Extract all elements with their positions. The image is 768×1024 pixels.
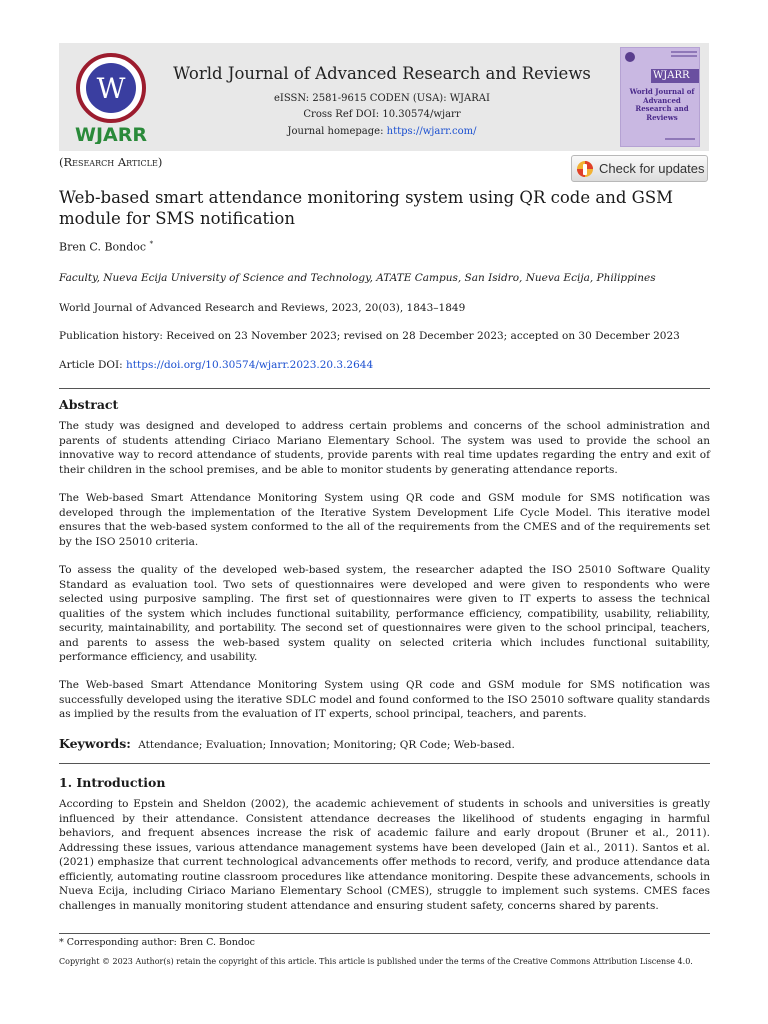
check-updates-icon	[576, 160, 594, 178]
author-affiliation: Faculty, Nueva Ecija University of Science and Technology, ATATE Campus, San Isidro, Nueva Ecija, Philippines	[59, 272, 656, 284]
cover-abbreviation: WJARR	[653, 70, 690, 81]
cover-bottom-line	[665, 138, 695, 140]
cover-top-lines	[671, 51, 697, 61]
keywords-label: Keywords:	[59, 736, 131, 751]
copyright-notice: Copyright © 2023 Author(s) retain the copyright of this article. This article is published under the terms of the Creative Commons Attribution Liscense 4.0.	[59, 957, 693, 966]
check-updates-label: Check for updates	[599, 161, 705, 176]
abstract-paragraph: The study was designed and developed to address certain problems and concerns of the school administration and parents of students attending Ciriaco Mariano Elementary School. The system was used to provide the school an innovative way to record attendance of students, provide parents with real time updates regarding the entry and exit of their children in the school premises, and be able to monitor students by generating attendance reports.	[59, 420, 710, 476]
abstract-paragraph: To assess the quality of the developed web-based system, the researcher adapted the ISO 25010 Software Quality Standard as evaluation tool. Two sets of questionnaires were developed and were given to respondents who were selected using purposive sampling. The first set of questionnaires were given to IT experts to assess the technical qualities of the system which includes functional suitability, performance efficiency, compatibility, usability, reliability, security, maintainability, and portability. The second set of questionnaires were given to the school principal, teachers, and parents to assess the web-based system quality on selected criteria which includes functional suitability, performance efficiency, and usability.	[59, 564, 710, 663]
journal-name: World Journal of Advanced Research and Reviews	[173, 64, 591, 83]
journal-homepage	[160, 126, 604, 137]
article-type: (Research Article)	[59, 155, 163, 169]
abstract-paragraph: The Web-based Smart Attendance Monitoring System using QR code and GSM module for SMS notification was successfully developed using the iterative SDLC model and found conformed to the ISO 25010 software quality standards as implied by the results from the evaluation of IT experts, school principal, teachers, and parents.	[59, 679, 710, 720]
citation-line: World Journal of Advanced Research and Reviews, 2023, 20(03), 1843–1849	[59, 302, 466, 314]
logo-letter: W	[96, 72, 126, 105]
homepage-label: Journal homepage:	[287, 126, 387, 137]
journal-issn: eISSN: 2581-9615 CODEN (USA): WJARAI	[274, 93, 490, 104]
doi-link[interactable]: https://doi.org/10.30574/wjarr.2023.20.3.2644	[126, 359, 374, 371]
introduction-paragraph: According to Epstein and Sheldon (2002), the academic achievement of students in schools and universities is greatly influenced by their attendance. Consistent attendance decreases the likelihood of students engaging in harmful behaviors, and frequent absences increase the risk of academic failure and early dropout (Bruner et al., 2011). Addressing these issues, various attendance management systems have been developed (Jain et al., 2011). Santos et al. (2021) emphasize that current technological advancements offer methods to record, verify, and produce attendance data efficiently, automating routine classroom procedures like attendance monitoring. Despite these advancements, schools in Nueva Ecija, including Ciriaco Mariano Elementary School (CMES), struggle to implement such systems. CMES faces challenges in manually monitoring student attendance and ensuring student safety, concerns shared by parents.	[59, 798, 710, 912]
check-for-updates-button[interactable]	[571, 155, 708, 182]
logo-wordmark: WJARR	[75, 124, 147, 144]
cover-seal-icon	[625, 52, 635, 62]
homepage-link[interactable]: https://wjarr.com/	[386, 126, 477, 137]
wjarr-logo	[69, 52, 153, 144]
publication-history: Publication history: Received on 23 November 2023; revised on 28 December 2023; accepted on 30 December 2023	[59, 330, 680, 342]
keywords-list: Attendance; Evaluation; Innovation; Monitoring; QR Code; Web-based.	[138, 739, 515, 751]
abstract-heading: Abstract	[59, 397, 119, 412]
corresponding-author: * Corresponding author: Bren C. Bondoc	[59, 937, 255, 948]
abstract-paragraph: The Web-based Smart Attendance Monitoring System using QR code and GSM module for SMS notification was developed through the implementation of the Iterative System Development Life Cycle Model. This iterative model ensures that the web-based system conformed to the all of the requirements from the CMES and of the requirements set by the ISO 25010 criteria.	[59, 492, 710, 548]
article-doi	[59, 359, 373, 371]
divider	[59, 763, 710, 764]
footnote-divider	[59, 933, 710, 934]
journal-crossref: Cross Ref DOI: 10.30574/wjarr	[303, 109, 461, 120]
author-mark: *	[149, 240, 154, 248]
author-line	[59, 240, 153, 254]
keywords-line	[59, 736, 515, 751]
cover-title: World Journal of Advanced Research and Reviews	[629, 87, 695, 122]
doi-label: Article DOI:	[59, 359, 127, 371]
journal-cover-thumbnail	[620, 47, 700, 147]
author-name: Bren C. Bondoc	[59, 240, 147, 254]
introduction-heading: 1. Introduction	[59, 775, 166, 790]
divider	[59, 388, 710, 389]
paper-title: Web-based smart attendance monitoring system using QR code and GSM module for SMS notification	[59, 188, 674, 228]
